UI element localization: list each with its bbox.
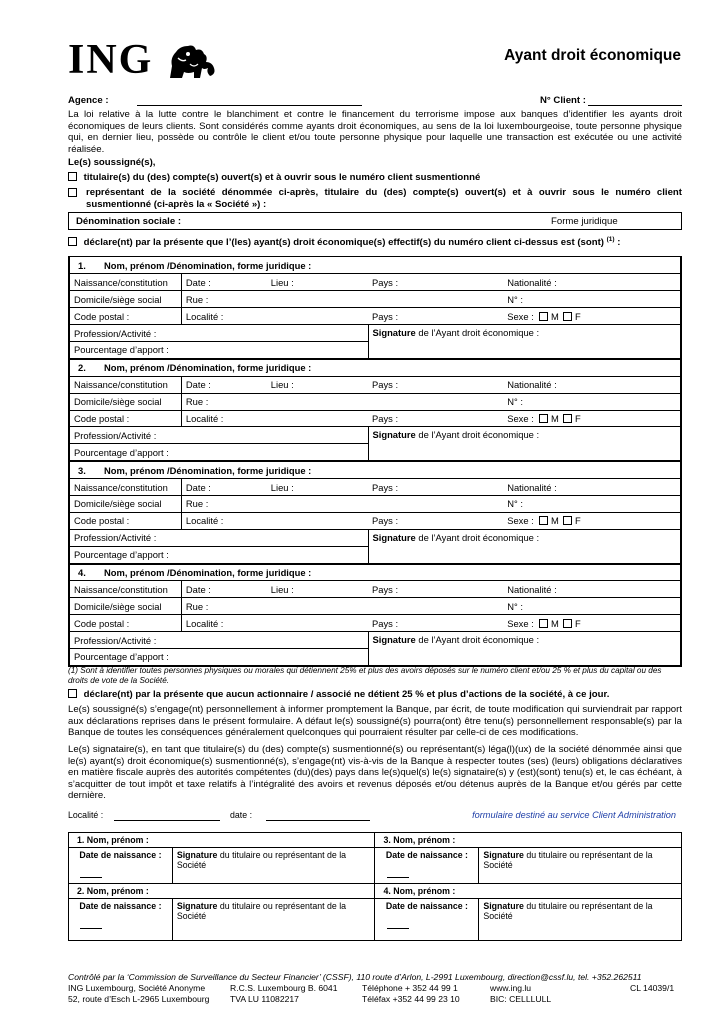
- footer-rcs: R.C.S. Luxembourg B. 6041: [230, 983, 338, 993]
- no-shareholder-checkbox[interactable]: [68, 689, 77, 698]
- birth-label: Naissance/constitution: [70, 581, 182, 598]
- signature-bold: Signature: [372, 327, 416, 339]
- footnote: (1) Sont à identifier toutes personnes physiques ou morales qui détiennent 25% et plus des avoirs déposés sur le numéro client et/ou 25 % et plus du capital ou des droits de vote de la Société.: [68, 666, 662, 685]
- locality-label: Localité :: [181, 410, 368, 427]
- denomination-box[interactable]: [68, 212, 682, 230]
- sig-bold: Signature: [483, 901, 524, 911]
- birth-label: Naissance/constitution: [70, 479, 182, 496]
- locality-label: Localité :: [181, 615, 368, 632]
- street-label: Rue :: [181, 495, 503, 512]
- declare-beneficial-end: :: [617, 237, 621, 249]
- agence-label: Agence :: [68, 95, 109, 106]
- sig-rest: du titulaire ou représentant de la Société: [176, 901, 347, 921]
- agence-input[interactable]: [137, 96, 362, 106]
- beneficiary-section-3: [69, 461, 681, 563]
- postcode-row[interactable]: [70, 615, 681, 632]
- country-label: Pays :: [368, 615, 503, 632]
- birth-row[interactable]: [70, 581, 681, 598]
- sex-male-checkbox[interactable]: [539, 516, 548, 525]
- signature-box[interactable]: [368, 427, 681, 461]
- sex-male-label: M: [551, 310, 559, 322]
- birth-date-line[interactable]: [387, 928, 409, 929]
- signature-bold: Signature: [372, 531, 416, 543]
- sex-female-checkbox[interactable]: [563, 312, 572, 321]
- date-input[interactable]: [266, 811, 370, 821]
- beneficiary-section-1: [69, 257, 681, 359]
- denomination-label: Dénomination sociale :: [76, 216, 182, 227]
- locality-label: Localité :: [181, 308, 368, 325]
- profession-row[interactable]: [70, 427, 681, 444]
- birth-date-label: Date de naissance :: [385, 901, 468, 911]
- postcode-row[interactable]: [70, 308, 681, 325]
- client-no-input[interactable]: [588, 96, 682, 106]
- signature-box[interactable]: [368, 325, 681, 359]
- percentage-label: Pourcentage d’apport :: [70, 444, 369, 461]
- domicile-label: Domicile/siège social: [70, 495, 182, 512]
- postcode-label: Code postal :: [70, 308, 182, 325]
- sex-male-checkbox[interactable]: [539, 619, 548, 628]
- date-label: Date :: [181, 581, 266, 598]
- sig-bold: Signature: [176, 901, 218, 911]
- sex-male-checkbox[interactable]: [539, 312, 548, 321]
- number-label: N° :: [503, 291, 680, 308]
- signer-3-signature[interactable]: [479, 848, 682, 884]
- declare-no-shareholder-row: [68, 689, 682, 700]
- footer-address: 52, route d’Esch L-2965 Luxembourg: [68, 994, 210, 1004]
- signature-box[interactable]: [368, 632, 681, 666]
- birth-row[interactable]: [70, 376, 681, 393]
- place-label: Lieu :: [267, 479, 368, 496]
- declare-beneficial-sup: (1): [606, 236, 615, 243]
- signers-table: [68, 832, 682, 941]
- number-label: N° :: [503, 598, 680, 615]
- domicile-row[interactable]: [70, 495, 681, 512]
- postcode-label: Code postal :: [70, 410, 182, 427]
- footer-bic: BIC: CELLLULL: [490, 994, 552, 1004]
- signer-2-signature[interactable]: [172, 899, 375, 941]
- logo-text: ING: [68, 37, 154, 83]
- date-label: Date :: [181, 479, 266, 496]
- sig-bold: Signature: [176, 850, 218, 860]
- domicile-row[interactable]: [70, 598, 681, 615]
- birth-date-label: Date de naissance :: [79, 901, 162, 911]
- profession-row[interactable]: [70, 632, 681, 649]
- signer-4-signature[interactable]: [479, 899, 682, 941]
- country-label: Pays :: [368, 512, 503, 529]
- beneficiary-name-label: Nom, prénom /Dénomination, forme juridique :: [104, 259, 312, 271]
- sig-rest: du titulaire ou représentant de la Société: [483, 850, 653, 870]
- form-destination: formulaire destiné au service Client Administration: [472, 810, 676, 820]
- para-commit: Le(s) soussigné(s) s’engage(nt) personnellement à informer promptement la Banque, par écrit, de toute modification qui surviendrait par rapport aux déclarations reprises dans le présent formulaire. A défaut le(s) soussigné(s) pourra(ont) être tenu(s) personnellement responsable(s) par la Banque de toutes les conséquences généralement quelconques qui pourraient résulter par celle-ci de ces modifications.: [68, 704, 682, 739]
- sex-field: [503, 410, 680, 427]
- country-label: Pays :: [368, 479, 503, 496]
- domicile-row[interactable]: [70, 291, 681, 308]
- sex-female-label: F: [575, 310, 581, 322]
- sex-male-label: M: [551, 412, 559, 424]
- beneficiary-name-label: Nom, prénom /Dénomination, forme juridique :: [104, 464, 312, 476]
- signer-4-title: 4. Nom, prénom :: [375, 884, 682, 899]
- beneficiary-header: [70, 359, 681, 376]
- sex-female-checkbox[interactable]: [563, 619, 572, 628]
- profession-label: Profession/Activité :: [70, 632, 369, 649]
- signer-3-title: 3. Nom, prénom :: [375, 833, 682, 848]
- sex-field: [503, 308, 680, 325]
- signature-rest: de l’Ayant droit économique :: [418, 327, 540, 339]
- signature-rest: de l’Ayant droit économique :: [418, 634, 540, 646]
- option-representative-text: représentant de la société dénommée ci-après, titulaire du (des) compte(s) ouvert(s) et à ouvrir sous le numéro client susmentionné (ci-après la « Société ») :: [86, 187, 682, 210]
- sex-female-checkbox[interactable]: [563, 414, 572, 423]
- birth-date-line[interactable]: [80, 928, 102, 929]
- domicile-label: Domicile/siège social: [70, 291, 182, 308]
- country-label: Pays :: [368, 308, 503, 325]
- beneficial-checkbox[interactable]: [68, 237, 77, 246]
- date-label: date :: [230, 810, 253, 820]
- domicile-label: Domicile/siège social: [70, 598, 182, 615]
- birth-row[interactable]: [70, 274, 681, 291]
- postcode-label: Code postal :: [70, 615, 182, 632]
- beneficiary-number: 2.: [78, 362, 86, 374]
- country-label: Pays :: [368, 410, 503, 427]
- sig-rest: du titulaire ou représentant de la Société: [176, 850, 347, 870]
- birth-date-line[interactable]: [387, 877, 409, 878]
- sex-field: [503, 512, 680, 529]
- street-label: Rue :: [181, 291, 503, 308]
- beneficiary-number: 4.: [78, 566, 86, 578]
- signer-1-title: 1. Nom, prénom :: [69, 833, 375, 848]
- beneficiary-section-2: [69, 359, 681, 461]
- beneficiary-number: 3.: [78, 464, 86, 476]
- nationality-label: Nationalité :: [503, 376, 680, 393]
- beneficiary-section-4: [69, 564, 681, 666]
- place-label: Lieu :: [267, 376, 368, 393]
- declare-beneficial-text: déclare(nt) par la présente que l’(les) ayant(s) droit économique(s) effectif(s) du numéro client ci-dessus est (sont): [83, 237, 604, 249]
- profession-row[interactable]: [70, 529, 681, 546]
- doc-title: Ayant droit économique: [504, 47, 681, 64]
- profession-label: Profession/Activité :: [70, 529, 369, 546]
- lion-icon: [164, 42, 218, 80]
- representative-checkbox[interactable]: [68, 188, 77, 197]
- signer-2-birth[interactable]: [69, 899, 173, 941]
- country-label: Pays :: [368, 376, 503, 393]
- signer-3-birth[interactable]: [375, 848, 479, 884]
- ing-logo: [68, 37, 228, 83]
- street-label: Rue :: [181, 393, 503, 410]
- signature-bold: Signature: [372, 429, 416, 441]
- sex-male-label: M: [551, 515, 559, 527]
- nationality-label: Nationalité :: [503, 274, 680, 291]
- number-label: N° :: [503, 393, 680, 410]
- signer-2-title: 2. Nom, prénom :: [69, 884, 375, 899]
- nationality-label: Nationalité :: [503, 479, 680, 496]
- date-label: Date :: [181, 376, 266, 393]
- percentage-label: Pourcentage d’apport :: [70, 648, 369, 665]
- profession-label: Profession/Activité :: [70, 427, 369, 444]
- beneficiary-name-label: Nom, prénom /Dénomination, forme juridique :: [104, 362, 312, 374]
- beneficiary-header: [70, 462, 681, 479]
- domicile-label: Domicile/siège social: [70, 393, 182, 410]
- sex-label: Sexe :: [507, 412, 534, 424]
- birth-label: Naissance/constitution: [70, 376, 182, 393]
- signature-box[interactable]: [368, 529, 681, 563]
- percentage-label: Pourcentage d’apport :: [70, 341, 369, 358]
- profession-row[interactable]: [70, 325, 681, 342]
- signature-rest: de l’Ayant droit économique :: [418, 429, 540, 441]
- sex-male-checkbox[interactable]: [539, 414, 548, 423]
- footer-company: ING Luxembourg, Société Anonyme: [68, 983, 206, 993]
- footer-web[interactable]: www.ing.lu: [490, 983, 532, 993]
- signer-4-birth[interactable]: [375, 899, 479, 941]
- birth-date-label: Date de naissance :: [385, 850, 468, 860]
- beneficiaries-table: [68, 256, 682, 667]
- beneficiary-number: 1.: [78, 259, 86, 271]
- footer-phone: Téléphone + 352 44 99 1: [362, 983, 458, 993]
- postcode-label: Code postal :: [70, 512, 182, 529]
- footer-control: Contrôlé par la ‘Commission de Surveillance du Secteur Financier’ (CSSF), 110 route d’Arlon, L-2991 Luxembourg, direction@cssf.lu, tel. +352.262511: [68, 972, 642, 982]
- para-tax: Le(s) signataire(s), en tant que titulaire(s) du (des) compte(s) susmentionné(s) ou représentant(s) léga(l)(ux) de la société dénommée ainsi que le(s) ayant(s) droit économique(s) susmentionné(s), s’engage(nt) vis-à-vis de la Banque à respecter toutes (ses) (leurs) obligations déclaratives en matière fiscale auprès des autorités compétentes (du)(des) pays dans le(s)quel(s) le(s) signataire(s) y (est)(sont) tenu(s) et, le cas échéant, à s’acquitter de tout impôt et taxe relatifs à l’intégralité des avoirs et revenus déposés et/ou détenus auprès de la Banque et/ou gérés par cette dernière.: [68, 744, 682, 802]
- signer-1-signature[interactable]: [172, 848, 375, 884]
- profession-label: Profession/Activité :: [70, 325, 369, 342]
- birth-row[interactable]: [70, 479, 681, 496]
- intro-text: La loi relative à la lutte contre le blanchiment et contre le financement du terrorisme impose aux banques d’identifier les ayants droit économiques de leurs clients. Sont considérés comme ayants droit économiques, au sens de la loi luxembourgeoise, toute personne physique qui, en dernier lieu, possède ou contrôle le client et/ou toute personne physique pour laquelle une transaction est exécutée ou une activité réalisée.: [68, 109, 682, 155]
- sex-male-label: M: [551, 617, 559, 629]
- option-representative-row: [68, 187, 682, 210]
- sex-label: Sexe :: [507, 310, 534, 322]
- footer-fax: Téléfax +352 44 99 23 10: [362, 994, 460, 1004]
- holders-checkbox[interactable]: [68, 172, 77, 181]
- domicile-row[interactable]: [70, 393, 681, 410]
- locality-input[interactable]: [114, 811, 220, 821]
- signer-1-birth[interactable]: [69, 848, 173, 884]
- sex-female-label: F: [575, 617, 581, 629]
- beneficiary-name-label: Nom, prénom /Dénomination, forme juridique :: [104, 566, 312, 578]
- beneficiary-header: [70, 257, 681, 274]
- postcode-row[interactable]: [70, 512, 681, 529]
- birth-label: Naissance/constitution: [70, 274, 182, 291]
- sig-rest: du titulaire ou représentant de la Société: [483, 901, 653, 921]
- declare-no-shareholder-text: déclare(nt) par la présente que aucun actionnaire / associé ne détient 25 % et plus d’actions de la société, à ce jour.: [83, 689, 610, 700]
- forme-label: Forme juridique: [551, 216, 618, 227]
- locality-date-row: [68, 810, 682, 824]
- client-no-label: N° Client :: [540, 95, 586, 106]
- option-holders-text: titulaire(s) du (des) compte(s) ouvert(s) et à ouvrir sous le numéro client susmentionné: [83, 172, 481, 183]
- sex-female-label: F: [575, 515, 581, 527]
- signature-bold: Signature: [372, 634, 416, 646]
- locality-label: Localité :: [68, 810, 104, 820]
- country-label: Pays :: [368, 274, 503, 291]
- place-label: Lieu :: [267, 274, 368, 291]
- country-label: Pays :: [368, 581, 503, 598]
- locality-label: Localité :: [181, 512, 368, 529]
- footer-tva: TVA LU 11082217: [230, 994, 299, 1004]
- postcode-row[interactable]: [70, 410, 681, 427]
- sex-label: Sexe :: [507, 515, 534, 527]
- percentage-label: Pourcentage d’apport :: [70, 546, 369, 563]
- sig-bold: Signature: [483, 850, 524, 860]
- sex-female-checkbox[interactable]: [563, 516, 572, 525]
- number-label: N° :: [503, 495, 680, 512]
- signature-rest: de l’Ayant droit économique :: [418, 531, 540, 543]
- beneficiary-header: [70, 564, 681, 581]
- undersigned-label: Le(s) soussigné(s),: [68, 157, 156, 168]
- sex-label: Sexe :: [507, 617, 534, 629]
- sex-field: [503, 615, 680, 632]
- sex-female-label: F: [575, 412, 581, 424]
- nationality-label: Nationalité :: [503, 581, 680, 598]
- date-label: Date :: [181, 274, 266, 291]
- footer-code: CL 14039/1: [630, 983, 675, 993]
- place-label: Lieu :: [267, 581, 368, 598]
- street-label: Rue :: [181, 598, 503, 615]
- birth-date-line[interactable]: [80, 877, 102, 878]
- birth-date-label: Date de naissance :: [79, 850, 162, 860]
- declare-beneficial-row: [68, 236, 682, 248]
- option-holders-row: [68, 172, 682, 183]
